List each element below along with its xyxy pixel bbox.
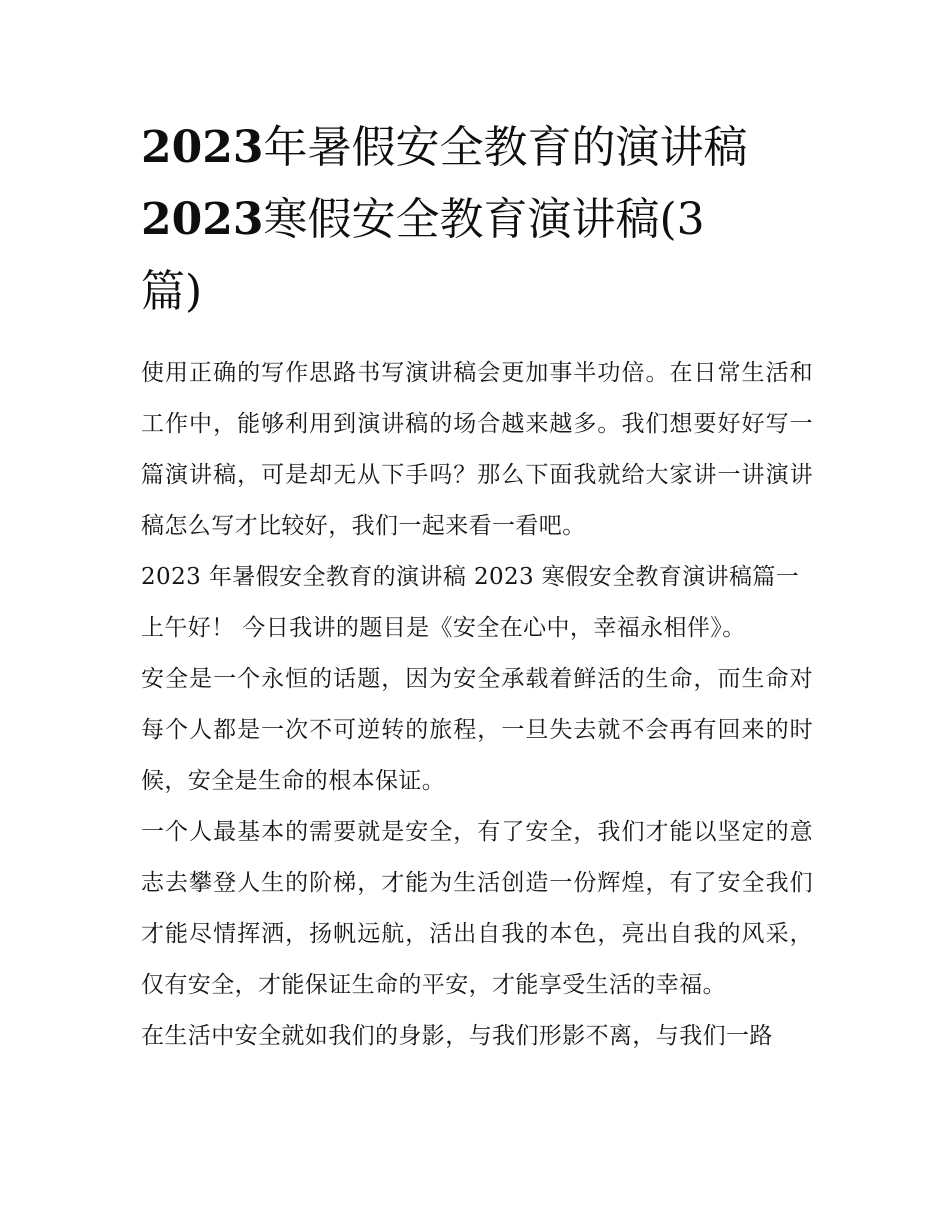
paragraph-daily-life: 在生活中安全就如我们的身影，与我们形影不离，与我们一路 (141, 1023, 773, 1049)
paragraph-safety-topic: 安全是一个永恒的话题，因为安全承载着鲜活的生命，而生命对每个人都是一次不可逆转的旅程，一旦失去就不会再有回来的时候，安全是生命的根本保证。 (141, 666, 813, 794)
paragraph-intro: 使用正确的写作思路书写演讲稿会更加事半功倍。在日常生活和工作中，能够利用到演讲稿的场合越来越多。我们想要好好写一篇演讲稿，可是却无从下手吗？那么下面我就给大家讲一讲演讲稿怎么写才比较好，我们一起来看一看吧。 (141, 360, 813, 539)
title-year-1: 2023 (141, 122, 264, 173)
paragraph-section-heading: 2023 年暑假安全教育的演讲稿 2023 寒假安全教育演讲稿篇一 (141, 564, 800, 590)
title-text-3: 篇) (141, 266, 203, 317)
title-year-2: 2023 (141, 194, 264, 245)
document-content (141, 112, 813, 1062)
title-text-1: 年暑假安全教育的演讲稿 (263, 122, 748, 173)
title-text-2: 寒假安全教育演讲稿(3 (263, 194, 705, 245)
paragraph-basic-need: 一个人最基本的需要就是安全，有了安全，我们才能以坚定的意志去攀登人生的阶梯，才能为生活创造一份辉煌，有了安全我们才能尽情挥洒，扬帆远航，活出自我的本色，亮出自我的风采，仅有安全，才能保证生命的平安，才能享受生活的幸福。 (141, 819, 813, 998)
paragraph-greeting: 上午好！ 今日我讲的题目是《安全在心中，幸福永相伴》。 (141, 615, 746, 641)
document-title (141, 112, 813, 328)
document-body (141, 348, 813, 1062)
